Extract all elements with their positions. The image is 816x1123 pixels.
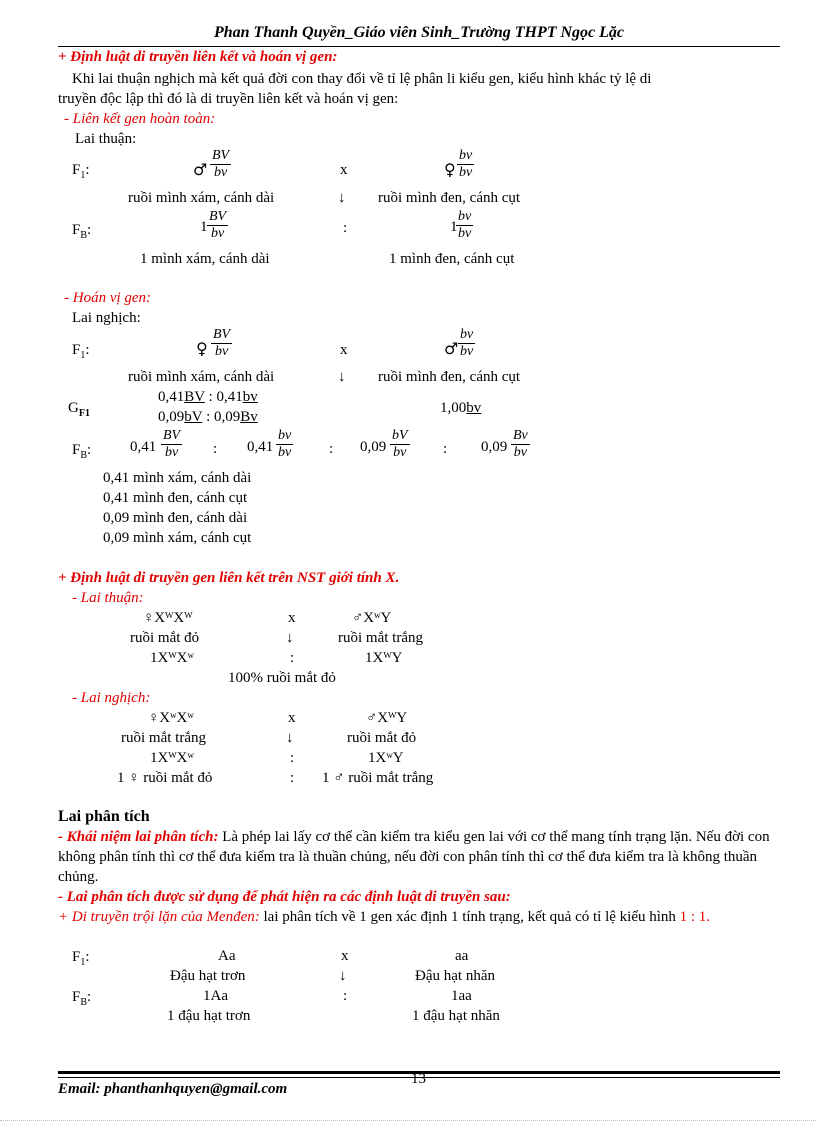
parent-genotype: ♀XʷXʷ	[148, 710, 194, 726]
genotype-fraction: $\frac{BV}{bv}$	[163, 428, 181, 460]
parent-genotype: ♀XᵂXᵂ	[143, 610, 193, 626]
male-icon: ♂	[444, 339, 459, 358]
arrow-down-icon: ↓	[286, 630, 294, 646]
ratio-colon: :	[443, 441, 448, 457]
genotype-fraction: $\frac{bv}{bv}$	[458, 209, 472, 241]
offspring-genotype: 1XʷY	[368, 750, 404, 766]
intro-line-1: Khi lai thuận nghịch mà kết quả đời con thay đổi về tỉ lệ phân li kiểu gen, kiểu hình khác tỷ lệ di	[72, 71, 652, 87]
header-rule	[58, 46, 780, 47]
page-edge	[0, 1120, 816, 1121]
result-line: 0,09 mình xám, cánh cụt	[103, 530, 252, 546]
phenotype-text: 1 mình xám, cánh dài	[140, 251, 270, 267]
genotype-fraction: $\frac{bv}{bv}$	[459, 148, 473, 180]
phenotype-text: ruồi mắt trắng	[338, 630, 423, 646]
genotype-fraction: $\frac{bv}{bv}$	[278, 428, 292, 460]
gamete-label: $G_{F1}$	[68, 400, 90, 419]
cross-symbol: x	[341, 948, 349, 964]
cross-symbol: x	[340, 162, 348, 178]
offspring-genotype: 1XᵂY	[365, 650, 403, 666]
mendel-paragraph: + Di truyền trội lặn của Menđen: lai phân tích về 1 gen xác định 1 tính trạng, kết quả có tỉ lệ kiểu hình 1 : 1.	[58, 909, 711, 925]
subheading-complete-linkage: - Liên kết gen hoàn toàn:	[64, 111, 216, 127]
coefficient: 1	[200, 219, 208, 235]
fb-label: $F_B$:	[72, 222, 92, 241]
f1-label: $F_1$:	[72, 162, 90, 181]
page-header: Phan Thanh Quyền_Giáo viên Sinh_Trường THPT Ngọc Lặc	[213, 24, 625, 41]
genotype-fraction: $\frac{BV}{bv}$	[209, 209, 227, 241]
result-line: 0,41 mình đen, cánh cụt	[103, 490, 248, 506]
parent-genotype: ♂XʷY	[352, 610, 392, 626]
footer-email: Email: phanthanhquyen@gmail.com	[58, 1081, 288, 1097]
genotype-fraction: $\frac{Bv}{bv}$	[513, 428, 528, 460]
ratio-colon: :	[329, 441, 334, 457]
subheading-crossover: - Hoán vị gen:	[64, 290, 152, 306]
ratio-colon: :	[213, 441, 218, 457]
ratio-colon: :	[290, 750, 295, 766]
phenotype-text: 1 đậu hạt trơn	[167, 1008, 251, 1024]
coefficient: 0,09	[360, 439, 387, 455]
genotype-fraction: $\frac{BV}{bv}$	[213, 327, 231, 359]
phenotype-text: Đậu hạt trơn	[170, 968, 246, 984]
cross-symbol: x	[288, 710, 296, 726]
coefficient: 1	[450, 219, 458, 235]
cross-label-reverse: Lai nghịch:	[72, 310, 141, 326]
coefficient: 0,41	[130, 439, 157, 455]
footer-rule	[58, 1071, 780, 1074]
ratio-colon: :	[290, 770, 295, 786]
section-heading-x-linked: + Định luật di truyền gen liên kết trên NST giới tính X.	[58, 570, 400, 586]
gamete-ratio-right: 1,00bv	[440, 400, 482, 416]
f1-label: $F_1$:	[72, 342, 90, 361]
female-icon: ♀	[196, 339, 208, 358]
intro-line-2: truyền độc lập thì đó là di truyền liên kết và hoán vị gen:	[58, 91, 399, 107]
section-heading-linkage: + Định luật di truyền liên kết và hoán vị gen:	[58, 49, 338, 65]
arrow-down-icon: ↓	[286, 730, 294, 746]
summary-text: 100% ruồi mắt đỏ	[228, 670, 336, 686]
cross-symbol: x	[340, 342, 348, 358]
phenotype-text: ruồi mắt đỏ	[347, 730, 417, 746]
phenotype-text: ruồi mình đen, cánh cụt	[378, 190, 521, 206]
offspring-genotype: 1aa	[451, 988, 472, 1004]
phenotype-text: 1 đậu hạt nhăn	[412, 1008, 500, 1024]
genotype-fraction: $\frac{BV}{bv}$	[212, 148, 230, 180]
page-number: 13	[411, 1071, 426, 1087]
footer-rule-thin	[58, 1077, 780, 1078]
subheading-reverse-cross: - Lai nghịch:	[72, 690, 151, 706]
subheading-forward-cross: - Lai thuận:	[72, 590, 144, 606]
concept-paragraph: - Khái niệm lai phân tích: Là phép lai lấy cơ thể cần kiểm tra kiểu gen lai với cơ thể mang tính trạng lặn. Nếu đời con không phân tính thì cơ thể đưa kiểm tra là thuần chủng, nếu đời con phân tính thì cơ thể đưa kiểm tra là không thuần chủng.	[58, 829, 770, 885]
genotype-fraction: $\frac{bv}{bv}$	[460, 327, 474, 359]
parent-genotype: Aa	[218, 948, 236, 964]
phenotype-text: ruồi mình xám, cánh dài	[128, 369, 275, 385]
result-line: 1 ♂ ruồi mắt trắng	[322, 770, 434, 786]
parent-genotype: ♂XᵂY	[366, 710, 408, 726]
female-icon: ♀	[444, 160, 456, 179]
result-line: 0,09 mình đen, cánh dài	[103, 510, 248, 526]
coefficient: 0,41	[247, 439, 274, 455]
offspring-genotype: 1Aa	[203, 988, 228, 1004]
fb-label: $F_B$:	[72, 989, 92, 1008]
offspring-genotype: 1XᵂXʷ	[150, 750, 194, 766]
ratio-colon: :	[290, 650, 295, 666]
phenotype-text: 1 mình đen, cánh cụt	[389, 251, 515, 267]
offspring-genotype: 1XᵂXʷ	[150, 650, 194, 666]
fb-label: $F_B$:	[72, 442, 92, 461]
arrow-down-icon: ↓	[339, 968, 347, 984]
phenotype-text: ruồi mình xám, cánh dài	[128, 190, 275, 206]
section-title-test-cross: Lai phân tích	[58, 808, 150, 825]
phenotype-text: ruồi mắt đỏ	[130, 630, 200, 646]
ratio-colon: :	[343, 220, 348, 236]
phenotype-text: Đậu hạt nhăn	[415, 968, 495, 984]
gamete-ratio-line-2: 0,09bV : 0,09Bv	[158, 409, 258, 425]
ratio-colon: :	[343, 988, 348, 1004]
gamete-ratio-line-1: 0,41BV : 0,41bv	[158, 389, 258, 405]
result-line: 1 ♀ ruồi mắt đỏ	[117, 770, 213, 786]
genotype-fraction: $\frac{bV}{bv}$	[392, 428, 408, 460]
parent-genotype: aa	[455, 948, 469, 964]
phenotype-text: ruồi mắt trắng	[121, 730, 206, 746]
cross-symbol: x	[288, 610, 296, 626]
male-icon: ♂	[193, 160, 208, 179]
f1-label: $F_1$:	[72, 949, 90, 968]
arrow-down-icon: ↓	[338, 190, 346, 206]
arrow-down-icon: ↓	[338, 369, 346, 385]
coefficient: 0,09	[481, 439, 508, 455]
use-heading: - Lai phân tích được sử dụng để phát hiện ra các định luật di truyền sau:	[58, 889, 511, 905]
result-line: 0,41 mình xám, cánh dài	[103, 470, 252, 486]
cross-label-forward: Lai thuận:	[75, 131, 137, 147]
phenotype-text: ruồi mình đen, cánh cụt	[378, 369, 521, 385]
